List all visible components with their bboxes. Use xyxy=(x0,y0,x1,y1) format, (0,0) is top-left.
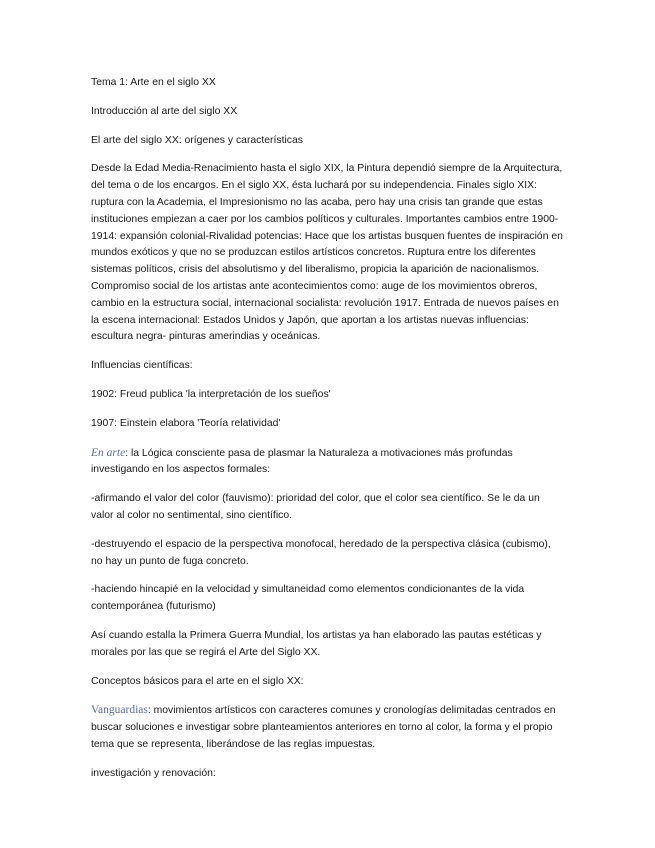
item-futurismo: -haciendo hincapié en la velocidad y simultaneidad como elementos condicionantes de la vida contemporánea (futurismo) xyxy=(91,584,525,613)
item-cubismo: -destruyendo el espacio de la perspectiva monofocal, heredado de la perspectiva clásica (cubismo), no hay un punto de fuga concreto. xyxy=(91,538,551,567)
paragraph-desde: Desde la Edad Media-Renacimiento hasta el siglo XIX, la Pintura dependió siempre de la Arquitectura, del tema o de los encargos. En el siglo XX, ésta luchará por su independencia. Finales siglo XIX: ruptura con la Academia, el Impresionismo no las acaba, pero hay una crisis tan grande que estas instituciones empiezan a caer por los cambios políticos y culturales. Importantes cambios entre 1900-1914: expansión colonial-Rivalidad potencias: Hace que los artistas busquen fuentes de inspiración en mundos exóticos y que no se produzcan estilos artísticos concretos. Ruptura entre los diferentes sistemas políticos, crisis del absolutismo y del liberalismo, propicia la aparición de nacionalismos. Compromiso social de los artistas ante acontecimientos como: auge de los movimientos obreros, cambio en la estructura social, internacional socialista: revolución 1917. Entrada de nuevos países en la escena internacional: Estados Unidos y Japón, que aportan a los artistas nuevas influencias: escultura negra- pinturas amerindias y oceánicas. xyxy=(91,163,563,343)
paragraph-guerra: Así cuando estalla la Primera Guerra Mundial, los artistas ya han elaborado las pautas estéticas y morales por las que se regirá el Arte del Siglo XX. xyxy=(91,629,542,658)
heading-intro: Introducción al arte del siglo XX xyxy=(91,105,238,117)
heading-investigacion: investigación y renovación: xyxy=(91,767,216,779)
heading-conceptos: Conceptos básicos para el arte en el siglo XX: xyxy=(91,675,304,687)
en-arte-label: En arte xyxy=(91,446,126,459)
vanguardias-text: : movimientos artísticos con caracteres comunes y cronologías delimitadas centrados en buscar soluciones e investigar sobre planteamientos anteriores en torno al color, la forma y el propio tema que se representa, liberándose de las reglas impuestas. xyxy=(91,705,556,750)
item-einstein: 1907: Einstein elabora 'Teoría relatividad' xyxy=(91,417,281,429)
en-arte-text: : la Lógica consciente pasa de plasmar la Naturaleza a motivaciones más profundas investigando en los aspectos formales: xyxy=(91,447,513,476)
item-fauvismo: -afirmando el valor del color (fauvismo): prioridad del color, que el color sea científico. Se le da un valor al color no sentimental, sino científico. xyxy=(91,493,540,521)
paragraph-vanguardias xyxy=(91,702,565,753)
heading-tema: Tema 1: Arte en el siglo XX xyxy=(91,77,216,88)
vanguardias-label: Vanguardias xyxy=(91,704,148,717)
item-freud: 1902: Freud publica 'la interpretación de los sueños' xyxy=(91,388,331,400)
heading-origenes: El arte del siglo XX: orígenes y características xyxy=(91,134,303,146)
heading-influencias: Influencias científicas: xyxy=(91,360,193,372)
paragraph-en-arte xyxy=(91,445,565,480)
